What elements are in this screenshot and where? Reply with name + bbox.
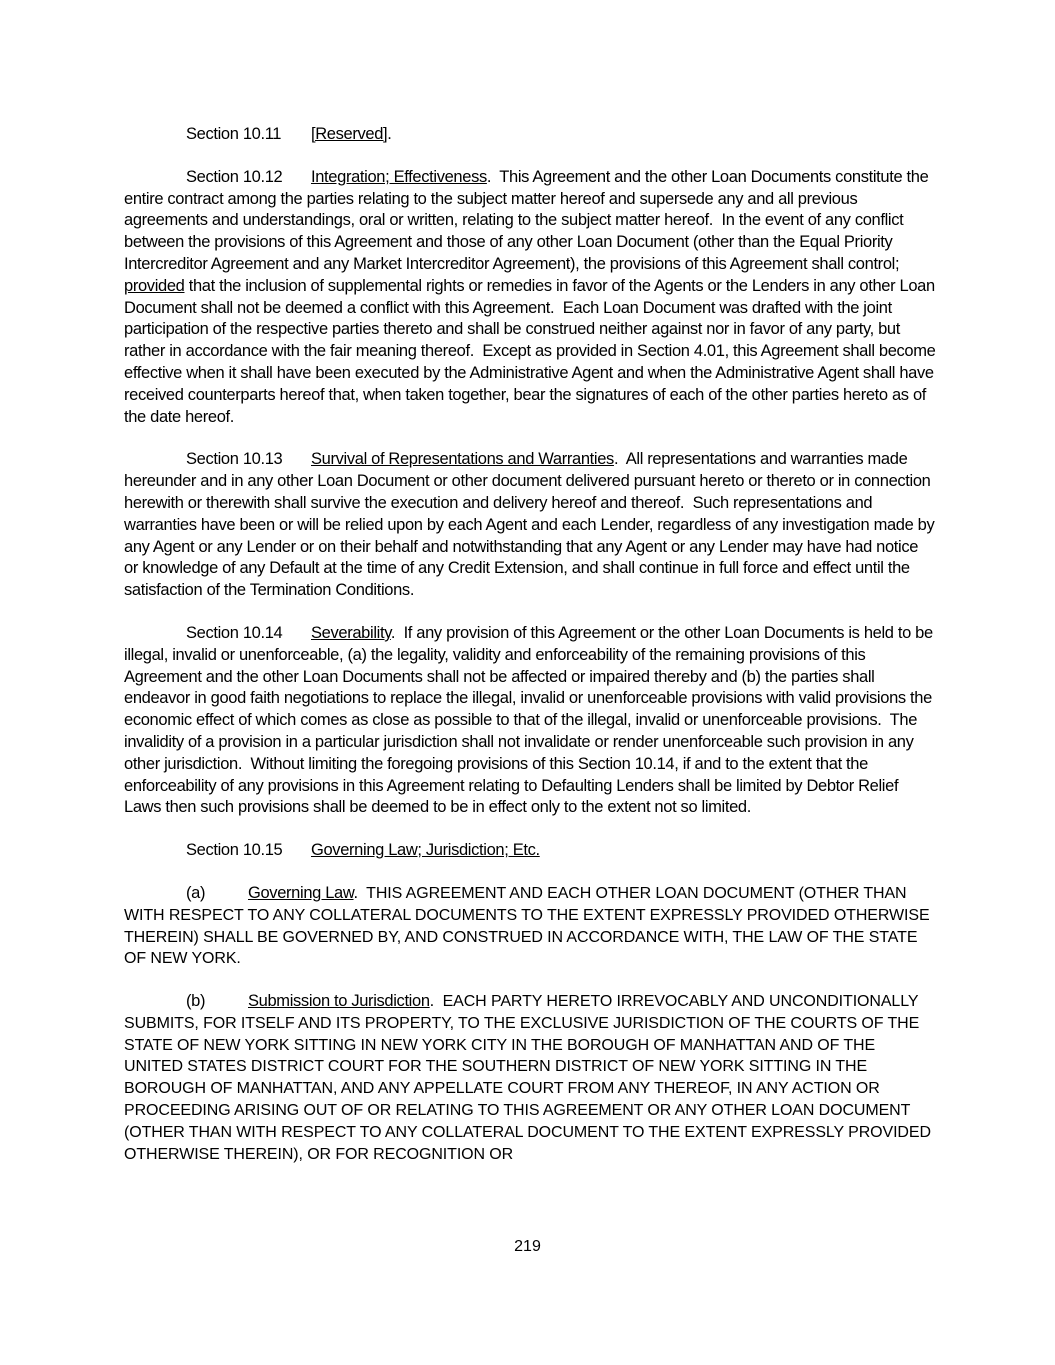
section-10-14: Section 10.14 Severability. If any provision of this Agreement or the other Loan Documents is held to be illegal, invalid or unenforceable, (a) the legality, validity and enforceability of the remaining provisions of this Agreement and the other Loan Documents shall not be affected or impaired thereby and (b) the parties shall endeavor in good faith negotiations to replace the illegal, invalid or unenforceable provisions with valid provisions the economic effect of which comes as close as possible to that of the illegal, invalid or unenforceable provisions. The invalidity of a provision in a particular jurisdiction shall not invalidate or render unenforceable such provision in any other jurisdiction. Without limiting the foregoing provisions of this Section 10.14, if and to the extent that the enforceability of any provisions in this Agreement relating to Defaulting Lenders shall be limited by Debtor Relief Laws then such provisions shall be deemed to be in effect only to the extent not so limited. — [124, 623, 938, 817]
section-number: Section 10.14 — [186, 623, 283, 642]
section-title: Survival of Representations and Warranties — [311, 450, 614, 469]
section-10-12: Section 10.12 Integration; Effectiveness. This Agreement and the other Loan Documents constitute the entire contract among the parties relating to the subject matter hereof and supersede any and all previous agreements and understandings, oral or written, relating to the subject matter hereof. In the event of any conflict between the provisions of this Agreement and those of any other Loan Document (other than the Equal Priority Intercreditor Agreement and any Market Intercreditor Agreement), the provisions of this Agreement shall control; provided that the inclusion of supplemental rights or remedies in favor of the Agents or the Lenders in any other Loan Document shall not be deemed a conflict with this Agreement. Each Loan Document was drafted with the joint participation of the respective parties thereto and shall be construed neither against nor in favor of any party, but rather in accordance with the fair meaning thereof. Except as provided in Section 4.01, this Agreement shall become effective when it shall have been executed by the Administrative Agent and when the Administrative Agent shall have received counterparts hereof that, when taken together, bear the signatures of each of the other parties hereto as of the date hereof. — [124, 167, 940, 426]
section-10-11: Section 10.11 [Reserved]. — [124, 124, 936, 146]
section-number: Section 10.11 — [186, 125, 282, 143]
section-number: Section 10.13 — [186, 450, 283, 469]
emphasis-provided: provided — [124, 276, 185, 295]
page-number: 219 — [514, 1238, 541, 1255]
page-body — [124, 124, 940, 1165]
subsection-b: (b) Submission to Jurisdiction. EACH PARTY HERETO IRREVOCABLY AND UNCONDITIONALLY SUBMITS, FOR ITSELF AND ITS PROPERTY, TO THE EXCLUSIVE JURISDICTION OF THE COURTS OF THE STATE OF NEW YORK SITTING IN NEW YORK CITY IN THE BOROUGH OF MANHATTAN AND OF THE UNITED STATES DISTRICT COURT FOR THE SOUTHERN DISTRICT OF NEW YORK SITTING IN THE BOROUGH OF MANHATTAN, AND ANY APPELLATE COURT FROM ANY THEREOF, IN ANY ACTION OR PROCEEDING ARISING OUT OF OR RELATING TO THIS AGREEMENT OR ANY OTHER LOAN DOCUMENT (OTHER THAN WITH RESPECT TO ANY COLLATERAL DOCUMENT TO THE EXTENT EXPRESSLY PROVIDED OTHERWISE THEREIN), OR FOR RECOGNITION OR — [124, 992, 936, 1163]
subsection-a: (a) Governing Law. THIS AGREEMENT AND EACH OTHER LOAN DOCUMENT (OTHER THAN WITH RESPECT TO ANY COLLATERAL DOCUMENTS TO THE EXTENT EXPRESSLY PROVIDED OTHERWISE THEREIN) SHALL BE GOVERNED BY, AND CONSTRUED IN ACCORDANCE WITH, THE LAW OF THE STATE OF NEW YORK. — [124, 883, 934, 968]
subsection-title: Governing Law — [248, 883, 354, 902]
section-title: Severability — [311, 623, 391, 642]
section-body-continued: that the inclusion of supplemental rights or remedies in favor of the Agents or the Lenders in any other Loan Document shall not be deemed a conflict with this Agreement. Each Loan Document was drafted with the joint participation of the respective parties thereto and shall be construed neither against nor in favor of any party, but rather in accordance with the fair meaning thereof. Except as provided in Section 4.01, this Agreement shall become effective when it shall have been executed by the Administrative Agent and when the Administrative Agent shall have received counterparts hereof that, when taken together, bear the signatures of each of the other parties hereto as of the date hereof. — [124, 276, 940, 426]
subsection-label: (a) — [186, 883, 206, 902]
section-body: If any provision of this Agreement or the other Loan Documents is held to be illegal, invalid or unenforceable, (a) the legality, validity and enforceability of the remaining provisions of this Agreement and the other Loan Documents shall not be affected or impaired thereby and (b) the parties shall endeavor in good faith negotiations to replace the illegal, invalid or unenforceable provisions with valid provisions the economic effect of which comes as close as possible to that of the illegal, invalid or unenforceable provisions. The invalidity of a provision in a particular jurisdiction shall not invalidate or render unenforceable such provision in any other jurisdiction. Without limiting the foregoing provisions of this Section 10.14, if and to the extent that the enforceability of any provisions in this Agreement relating to Defaulting Lenders shall be limited by Debtor Relief Laws then such provisions shall be deemed to be in effect only to the extent not so limited. — [124, 623, 938, 817]
section-title: Governing Law; Jurisdiction; Etc. — [311, 841, 540, 860]
section-10-15 — [124, 840, 936, 862]
subsection-title: Submission to Jurisdiction — [248, 992, 430, 1011]
subsection-body: THIS AGREEMENT AND EACH OTHER LOAN DOCUMENT (OTHER THAN WITH RESPECT TO ANY COLLATERAL DOCUMENTS TO THE EXTENT EXPRESSLY PROVIDED OTHERWISE THEREIN) SHALL BE GOVERNED BY, AND CONSTRUED IN ACCORDANCE WITH, THE LAW OF THE STATE OF NEW YORK. — [124, 884, 934, 968]
section-number: Section 10.15 — [186, 841, 283, 860]
section-title: [Reserved] — [311, 125, 388, 143]
subsection-body: EACH PARTY HERETO IRREVOCABLY AND UNCONDITIONALLY SUBMITS, FOR ITSELF AND ITS PROPERTY, TO THE EXCLUSIVE JURISDICTION OF THE COURTS OF THE STATE OF NEW YORK SITTING IN NEW YORK CITY IN THE BOROUGH OF MANHATTAN AND OF THE UNITED STATES DISTRICT COURT FOR THE SOUTHERN DISTRICT OF NEW YORK SITTING IN THE BOROUGH OF MANHATTAN, AND ANY APPELLATE COURT FROM ANY THEREOF, IN ANY ACTION OR PROCEEDING ARISING OUT OF OR RELATING TO THIS AGREEMENT OR ANY OTHER LOAN DOCUMENT (OTHER THAN WITH RESPECT TO ANY COLLATERAL DOCUMENT TO THE EXTENT EXPRESSLY PROVIDED OTHERWISE THEREIN), OR FOR RECOGNITION OR — [124, 993, 936, 1163]
subsection-label: (b) — [186, 992, 206, 1011]
section-body: This Agreement and the other Loan Documents constitute the entire contract among the parties relating to the subject matter hereof and supersede any and all previous agreements and understandings, oral or written, relating to the subject matter hereof. In the event of any conflict between the provisions of this Agreement and those of any other Loan Document (other than the Equal Priority Intercreditor Agreement and any Market Intercreditor Agreement), the provisions of this Agreement shall control; — [124, 167, 933, 273]
section-10-13: Section 10.13 Survival of Representations and Warranties. All representations and warranties made hereunder and in any other Loan Document or other document delivered pursuant hereto or thereto or in connection herewith or therewith shall survive the execution and delivery hereof and thereof. Such representations and warranties have been or will be relied upon by each Agent and each Lender, regardless of any investigation made by any Agent or any Lender or on their behalf and notwithstanding that any Agent or any Lender may have had notice or knowledge of any Default at the time of any Credit Extension, and shall continue in full force and effect until the satisfaction of the Termination Conditions. — [124, 450, 939, 600]
section-number: Section 10.12 — [186, 167, 283, 186]
section-body: All representations and warranties made hereunder and in any other Loan Document or other document delivered pursuant hereto or thereto or in connection herewith or therewith shall survive the execution and delivery hereof and thereof. Such representations and warranties have been or will be relied upon by each Agent and each Lender, regardless of any investigation made by any Agent or any Lender or on their behalf and notwithstanding that any Agent or any Lender may have had notice or knowledge of any Default at the time of any Credit Extension, and shall continue in full force and effect until the satisfaction of the Termination Conditions. — [124, 450, 939, 600]
section-title: Integration; Effectiveness — [311, 167, 487, 186]
